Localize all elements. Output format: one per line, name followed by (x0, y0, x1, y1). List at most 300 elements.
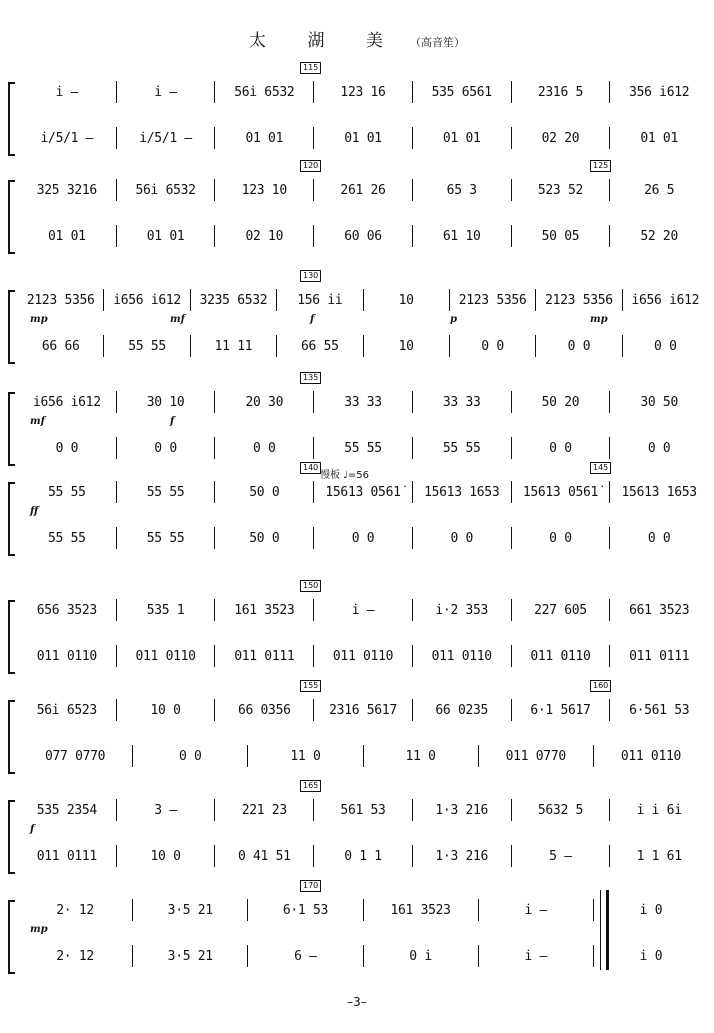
staff-row-bottom (18, 436, 708, 460)
staff-row-top (18, 898, 708, 922)
notation-text: 01 01 (442, 130, 481, 146)
notation-text: 60 06 (344, 228, 382, 244)
notation-text: 661 3523 (629, 602, 690, 618)
measure (512, 485, 610, 500)
notation-text: 0 41 51 (237, 848, 291, 864)
subtitle-text: （高音笙） (409, 36, 465, 49)
measure (215, 485, 313, 500)
notation-text: 0 0 (647, 530, 671, 546)
measure (117, 803, 215, 818)
measure (117, 649, 215, 664)
measure (479, 949, 593, 964)
notation-text: 0 0 (549, 440, 572, 456)
notation-text: 33 33 (442, 394, 481, 410)
dynamic-mark: mf (170, 314, 185, 325)
measure (18, 131, 116, 146)
notation-text: 52 20 (640, 228, 678, 244)
notation-text: 261 26 (340, 182, 386, 198)
notation-text: 123 16 (340, 84, 386, 100)
measure (133, 949, 247, 964)
notation-text: 2· 12 (56, 948, 94, 964)
measure (512, 229, 610, 244)
notation-text: 356 i̇612 (629, 84, 690, 100)
measure (413, 485, 511, 500)
staff-row-bottom (18, 644, 708, 668)
notation-text: 02 20 (541, 130, 580, 146)
measure (18, 183, 116, 198)
notation-text: 55 55 (48, 530, 86, 546)
measure (117, 485, 215, 500)
rehearsal-marker: 160 (590, 680, 611, 692)
measure (610, 703, 708, 718)
notation-text: 26 5 (644, 182, 675, 198)
notation-text: 66 66 (41, 338, 80, 354)
system-bracket (8, 600, 15, 674)
notation-text: 01 01 (245, 130, 284, 146)
measure (364, 339, 449, 354)
notation-text: 2123 5356 (458, 292, 527, 308)
measure (215, 803, 313, 818)
notation-text: 61 10 (442, 228, 481, 244)
measure (215, 131, 313, 146)
notation-text: 65 3 (446, 182, 477, 198)
notation-text: i̇ – (524, 902, 548, 918)
title-text: 太 湖 美 (249, 31, 401, 51)
notation-text: 535 1 (146, 602, 185, 618)
measure (512, 131, 610, 146)
measure (512, 849, 610, 864)
notation-text: 01 01 (48, 228, 86, 244)
notation-text: i̇ i̇ 6i̇ (636, 802, 682, 818)
measure (18, 485, 116, 500)
notation-text: 66 0235 (435, 702, 489, 718)
measure (18, 293, 103, 308)
staff-row-top (18, 80, 708, 104)
notation-text: i̇ – (55, 84, 79, 100)
measure (248, 749, 362, 764)
notation-text: i̇656 i̇612 (631, 292, 700, 308)
measure (314, 441, 412, 456)
measure (610, 803, 708, 818)
notation-text: 0 i̇ (409, 948, 432, 964)
measure (512, 703, 610, 718)
notation-text: 0 0 (481, 338, 504, 354)
notation-text: 227 605 (534, 602, 587, 618)
notation-text: 656 3523 (36, 602, 97, 618)
notation-text: 55 55 (344, 440, 382, 456)
measure (18, 395, 116, 410)
measure (512, 649, 610, 664)
notation-text: 10 0 (150, 848, 181, 864)
notation-text: 325 3216 (36, 182, 97, 198)
notation-text: 6·1 53 (282, 902, 329, 918)
notation-text: 011 0111 (629, 648, 690, 664)
measure (413, 395, 511, 410)
measure (18, 441, 116, 456)
notation-text: 011 0110 (530, 648, 591, 664)
measure (18, 849, 116, 864)
notation-text: 011 0110 (36, 648, 97, 664)
staff-row-bottom (18, 944, 708, 968)
measure (18, 803, 116, 818)
system-bracket (8, 290, 15, 364)
notation-text: 0 0 (351, 530, 375, 546)
notation-text: 02 10 (245, 228, 284, 244)
measure (512, 531, 610, 546)
measure (512, 183, 610, 198)
measure (610, 849, 708, 864)
notation-text: 0 0 (549, 530, 572, 546)
notation-text: 01 01 (640, 130, 678, 146)
measure (215, 395, 313, 410)
staff-row-top (18, 798, 708, 822)
measure (413, 85, 511, 100)
measure (215, 531, 313, 546)
rehearsal-marker: 130 (300, 270, 321, 282)
notation-text: 2316 5 (537, 84, 584, 100)
measure (18, 603, 116, 618)
measure (314, 183, 412, 198)
rehearsal-marker: 170 (300, 880, 321, 892)
score-system (0, 270, 714, 360)
notation-text: 56i̇ 6532 (135, 182, 196, 198)
notation-text: 33 33 (344, 394, 382, 410)
measure (215, 849, 313, 864)
measure (248, 949, 362, 964)
measure (215, 441, 313, 456)
score-system (0, 462, 714, 552)
notation-text: 0 0 (253, 440, 276, 456)
measure (594, 749, 708, 764)
measure (18, 903, 132, 918)
measure (536, 339, 621, 354)
rehearsal-marker: 135 (300, 372, 321, 384)
rehearsal-marker: 140 (300, 462, 321, 474)
staff-row-bottom (18, 844, 708, 868)
staff-row-top (18, 698, 708, 722)
measure (610, 229, 708, 244)
measure (479, 749, 593, 764)
measure (277, 339, 362, 354)
measure (413, 803, 511, 818)
notation-text: 3 – (154, 802, 177, 818)
notation-text: 156 i̇i̇ (297, 292, 343, 308)
notation-text: i̇ 0 (639, 948, 663, 964)
measure (18, 749, 132, 764)
measure (133, 749, 247, 764)
rehearsal-marker: 165 (300, 780, 321, 792)
notation-text: 10 (398, 292, 414, 308)
measure (314, 703, 412, 718)
measure (314, 849, 412, 864)
notation-text: 535 6561 (431, 84, 492, 100)
measure (413, 441, 511, 456)
system-bracket (8, 800, 15, 874)
measure (18, 339, 103, 354)
measure (364, 293, 449, 308)
notation-text: 2· 12 (56, 902, 94, 918)
system-bracket (8, 82, 15, 156)
system-bracket (8, 482, 15, 556)
notation-text: 0 0 (154, 440, 177, 456)
dynamic-mark: f (30, 824, 35, 835)
rehearsal-marker: 120 (300, 160, 321, 172)
notation-text: i̇/5/1 – (139, 130, 192, 146)
measure (364, 903, 478, 918)
rehearsal-marker: 155 (300, 680, 321, 692)
measure (314, 85, 412, 100)
measure (314, 131, 412, 146)
notation-text: 3·5 21 (167, 948, 213, 964)
measure (413, 131, 511, 146)
measure (594, 903, 708, 918)
staff-row-bottom (18, 526, 708, 550)
score-system (0, 372, 714, 462)
measure (215, 183, 313, 198)
notation-text: 01 01 (146, 228, 185, 244)
notation-text: 10 0 (150, 702, 181, 718)
measure (18, 949, 132, 964)
notation-text: 55 55 (442, 440, 481, 456)
measure (536, 293, 621, 308)
measure (610, 395, 708, 410)
measure (18, 85, 116, 100)
notation-text: i̇ – (154, 84, 177, 100)
measure (413, 703, 511, 718)
final-barline-thin (600, 890, 601, 970)
notation-text: 0 0 (647, 440, 671, 456)
notation-text: 55 55 (128, 338, 166, 354)
score-system (0, 780, 714, 870)
page-number: –3– (347, 995, 367, 1009)
notation-text: i̇/5/1 – (40, 130, 94, 146)
staff-row-top (18, 178, 708, 202)
notation-text: 50 05 (541, 228, 580, 244)
notation-text: 20 30 (245, 394, 284, 410)
notation-text: 01 01 (344, 130, 382, 146)
notation-text: 2123 5356 (545, 292, 613, 308)
notation-text: 011 0110 (620, 748, 682, 764)
measure (215, 703, 313, 718)
measure (191, 339, 276, 354)
measure (512, 603, 610, 618)
score-system (0, 160, 714, 250)
notation-text: 535 2354 (36, 802, 97, 818)
notation-text: 0 0 (450, 530, 474, 546)
measure (215, 649, 313, 664)
staff-row-top (18, 480, 708, 504)
notation-text: 50 20 (541, 394, 580, 410)
measure (610, 649, 708, 664)
notation-text: 011 0110 (431, 648, 492, 664)
notation-text: i̇656 i̇612 (32, 394, 101, 410)
rehearsal-marker: 145 (590, 462, 611, 474)
staff-row-bottom (18, 224, 708, 248)
measure (314, 603, 412, 618)
measure (610, 131, 708, 146)
final-barline-thick (606, 890, 609, 970)
measure (117, 703, 215, 718)
notation-text: 1·3 216 (435, 848, 489, 864)
measure (413, 531, 511, 546)
notation-text: 1561̇3 1653 (621, 484, 697, 500)
dynamic-mark: mp (30, 314, 48, 325)
measure (18, 531, 116, 546)
notation-text: 6·561 53 (629, 702, 690, 718)
notation-text: i̇ – (524, 948, 548, 964)
score-system (0, 880, 714, 970)
notation-text: 6·1 5617 (530, 702, 591, 718)
notation-text: i̇ 0 (639, 902, 663, 918)
measure (117, 603, 215, 618)
measure (413, 603, 511, 618)
notation-text: 3235 6532 (199, 292, 268, 308)
measure (277, 293, 362, 308)
notation-text: 011 0110 (135, 648, 196, 664)
notation-text: 0 0 (654, 338, 677, 354)
measure (18, 229, 116, 244)
notation-text: 1561̇3 0561̇ (325, 484, 401, 500)
measure (610, 603, 708, 618)
measure (364, 949, 478, 964)
notation-text: 161 3523 (234, 602, 295, 618)
notation-text: 55 55 (48, 484, 86, 500)
measure (594, 949, 708, 964)
notation-text: 30 50 (640, 394, 678, 410)
notation-text: 11 0 (290, 748, 321, 764)
measure (314, 531, 412, 546)
notation-text: 30 10 (146, 394, 185, 410)
notation-text: 0 0 (567, 338, 591, 354)
staff-row-bottom (18, 744, 708, 768)
measure (479, 903, 593, 918)
measure (314, 803, 412, 818)
system-bracket (8, 392, 15, 466)
rehearsal-marker: 125 (590, 160, 611, 172)
dynamic-mark: p (450, 314, 457, 325)
notation-text: 11 0 (405, 748, 436, 764)
notation-text: 6 – (294, 948, 317, 964)
system-bracket (8, 180, 15, 254)
measure (610, 485, 708, 500)
measure (117, 395, 215, 410)
notation-text: 1561̇3 1653 (424, 484, 500, 500)
notation-text: 123 10 (241, 182, 287, 198)
notation-text: 5632 5 (537, 802, 584, 818)
dynamic-mark: f (170, 416, 175, 427)
measure (117, 131, 215, 146)
notation-text: 3·5 21 (167, 902, 213, 918)
notation-text: i̇·2 353 (435, 602, 489, 618)
notation-text: 1·3 216 (435, 802, 489, 818)
system-bracket (8, 900, 15, 974)
measure (314, 229, 412, 244)
staff-row-top (18, 598, 708, 622)
notation-text: i̇656 i̇612 (113, 292, 181, 308)
measure (610, 531, 708, 546)
measure (191, 293, 276, 308)
measure (18, 703, 116, 718)
measure (413, 183, 511, 198)
measure (413, 229, 511, 244)
score-system (0, 680, 714, 770)
measure (610, 183, 708, 198)
score-system (0, 62, 714, 152)
measure (117, 849, 215, 864)
measure (512, 395, 610, 410)
measure (117, 183, 215, 198)
measure (314, 395, 412, 410)
notation-text: 56i̇ 6523 (36, 702, 97, 718)
dynamic-mark: mf (30, 416, 45, 427)
measure (364, 749, 478, 764)
rehearsal-marker: 115 (300, 62, 321, 74)
measure (248, 903, 362, 918)
notation-text: 50 0 (249, 530, 280, 546)
notation-text: 50 0 (249, 484, 280, 500)
staff-row-top (18, 288, 708, 312)
notation-text: 56i̇ 6532 (234, 84, 295, 100)
staff-row-bottom (18, 334, 708, 358)
notation-text: 1 1 61 (636, 848, 682, 864)
measure (117, 441, 215, 456)
measure (512, 85, 610, 100)
notation-text: 523 52 (537, 182, 584, 198)
notation-text: 55 55 (146, 530, 185, 546)
measure (413, 649, 511, 664)
measure (104, 339, 189, 354)
dynamic-mark: f (310, 314, 315, 325)
notation-text: 0 0 (55, 440, 79, 456)
notation-text: 5 – (549, 848, 572, 864)
measure (413, 849, 511, 864)
notation-text: 55 55 (146, 484, 185, 500)
measure (610, 441, 708, 456)
measure (18, 649, 116, 664)
measure (215, 603, 313, 618)
measure (512, 441, 610, 456)
measure (104, 293, 189, 308)
measure (450, 293, 535, 308)
dynamic-mark: mp (30, 924, 48, 935)
notation-text: i̇ – (351, 602, 375, 618)
notation-text: 077 0770 (44, 748, 106, 764)
dynamic-mark: mp (590, 314, 608, 325)
system-bracket (8, 700, 15, 774)
measure (314, 649, 412, 664)
staff-row-bottom (18, 126, 708, 150)
rehearsal-marker: 150 (300, 580, 321, 592)
notation-text: 561 53 (340, 802, 386, 818)
notation-text: 011 0111 (36, 848, 97, 864)
tempo-marking: 慢板 ♩=56 (320, 470, 369, 481)
notation-text: 2123 5356 (26, 292, 95, 308)
notation-text: 011 0111 (234, 648, 295, 664)
notation-text: 66 0356 (237, 702, 291, 718)
measure (623, 293, 708, 308)
notation-text: 10 (398, 338, 414, 354)
measure (117, 531, 215, 546)
measure (117, 229, 215, 244)
staff-row-top (18, 390, 708, 414)
score-system (0, 580, 714, 670)
measure (314, 485, 412, 500)
notation-text: 2316 5617 (329, 702, 397, 718)
notation-text: 011 0110 (332, 648, 394, 664)
measure (117, 85, 215, 100)
notation-text: 11 11 (214, 338, 253, 354)
notation-text: 1561̇3 0561̇ (522, 484, 599, 500)
